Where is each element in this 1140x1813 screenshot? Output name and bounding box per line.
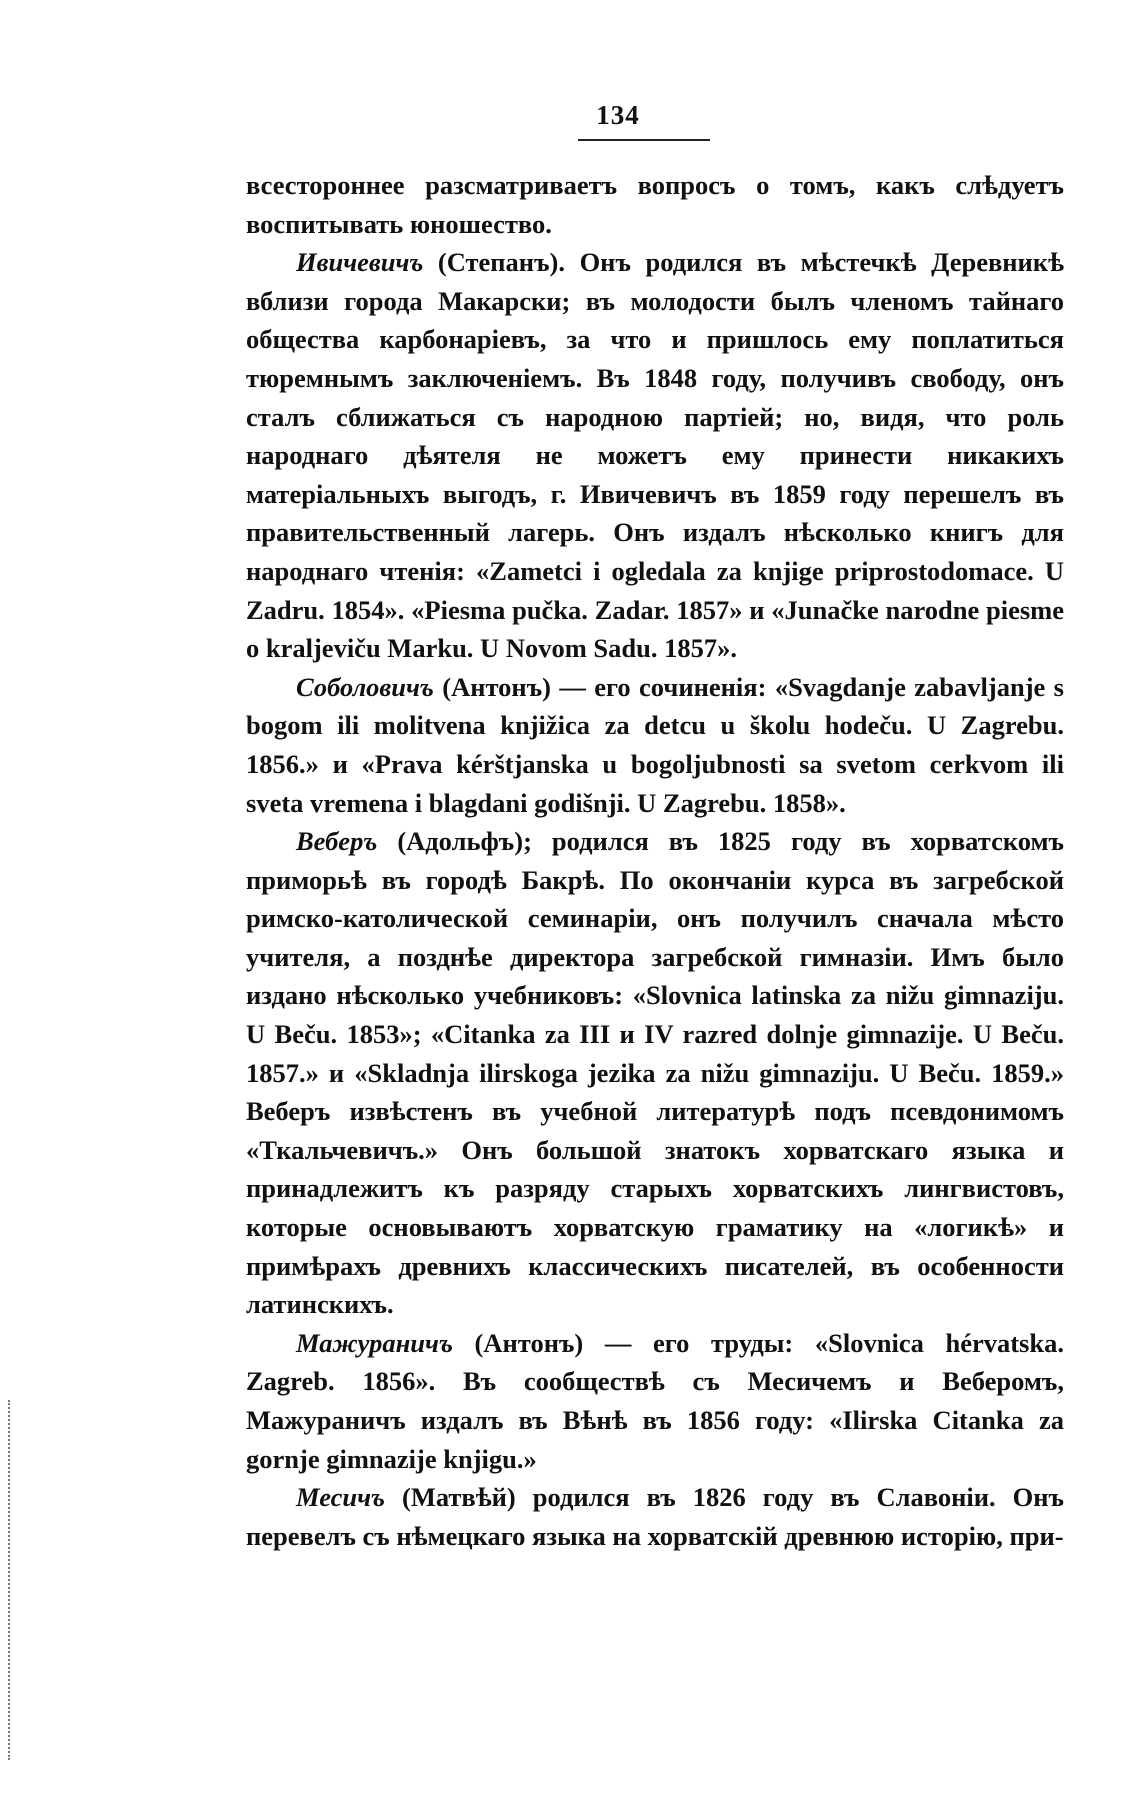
paragraph-text: (Адольфъ); родился въ 1825 году въ хорватскомъ приморьѣ въ городѣ Бакрѣ. По окончаніи курса въ загребской римско-католической семинаріи, онъ получилъ сначала мѣсто учителя, а позднѣе директора загребской гимназіи. Имъ было издано нѣсколько учебниковъ: «Slovnica latinska za nižu gimnaziju. U Beču. 1853»; «Citanka za III и IV razred dolnje gimnazije. U Beču. 1857.» и «Skladnja ilirskoga jezika za nižu gimnaziju. U Beču. 1859.» Веберъ извѣстенъ въ учебной литературѣ подъ псевдонимомъ «Ткальчевичъ.» Онъ большой знатокъ хорватскаго языка и принадлежитъ къ разряду старыхъ хорватскихъ лингвистовъ, которые основываютъ хорватскую граматику на «логикѣ» и примѣрахъ древнихъ классическихъ писателей, въ особенности латинскихъ. bbox=[246, 826, 1064, 1320]
entry-name: Веберъ bbox=[296, 826, 378, 857]
entry-name: Месичъ bbox=[296, 1482, 385, 1513]
paragraph-text: (Антонъ) — его труды: «Slovnica hérvatska. Zagreb. 1856». Въ сообществѣ съ Месичемъ и Веберомъ, Мажураничъ издалъ въ Вѣнѣ въ 1856 году: «Ilirska Citanka za gornje gimnazije knjigu.» bbox=[246, 1327, 1064, 1474]
paragraph-text: (Антонъ) — его сочиненія: «Svagdanje zabavljanje s bogom ili molitvena knjižica za detcu u školu hodeču. U Zagrebu. 1856.» и «Prava kérštjanska u bogoljubnosti sa svetom cerkvom ili sveta vremena i blagdani godišnji. U Zagrebu. 1858». bbox=[246, 671, 1064, 818]
paragraph-mesich bbox=[246, 1478, 1064, 1555]
paragraph-text: всестороннее разсматриваетъ вопросъ о томъ, какъ слѣдуетъ воспитывать юношество. bbox=[246, 170, 1064, 239]
paragraph-text: (Степанъ). Онъ родился въ мѣстечкѣ Деревникѣ вблизи города Макарски; въ молодости былъ членомъ тайнаго общества карбонаріевъ, за что и пришлось ему поплатиться тюремнымъ заключеніемъ. Въ 1848 году, получивъ свободу, онъ сталъ сближаться съ народною партіей; но, видя, что роль народнаго дѣятеля не можетъ ему принести никакихъ матеріальныхъ выгодъ, г. Ивичевичъ въ 1859 году перешелъ въ правительственный лагерь. Онъ издалъ нѣсколько книгъ для народнаго чтенія: «Zametci i ogledala za knjige priprostodomace. U Zadru. 1854». «Piesma pučka. Zadar. 1857» и «Junačke narodne piesme o kraljeviču Marku. U Novom Sadu. 1857». bbox=[246, 247, 1064, 664]
paragraph-ivichevich bbox=[246, 243, 1064, 668]
scan-margin-marks bbox=[8, 1400, 22, 1760]
paragraph-continuation bbox=[246, 166, 1064, 243]
page-number-rule bbox=[578, 139, 710, 141]
paragraph-text: (Матвѣй) родился въ 1826 году въ Славоніи. Онъ перевелъ съ нѣмецкаго языка на хорватскій древнюю исторію, при- bbox=[246, 1482, 1064, 1551]
entry-name: Соболовичъ bbox=[296, 671, 434, 702]
body-text bbox=[246, 166, 1064, 1555]
entry-name: Ивичевичъ bbox=[296, 247, 424, 278]
paragraph-veber bbox=[246, 822, 1064, 1324]
paragraph-sobolovich bbox=[246, 668, 1064, 822]
page-number: 134 bbox=[596, 100, 640, 130]
paragraph-mazhuranich bbox=[246, 1324, 1064, 1478]
entry-name: Мажураничъ bbox=[296, 1327, 453, 1358]
